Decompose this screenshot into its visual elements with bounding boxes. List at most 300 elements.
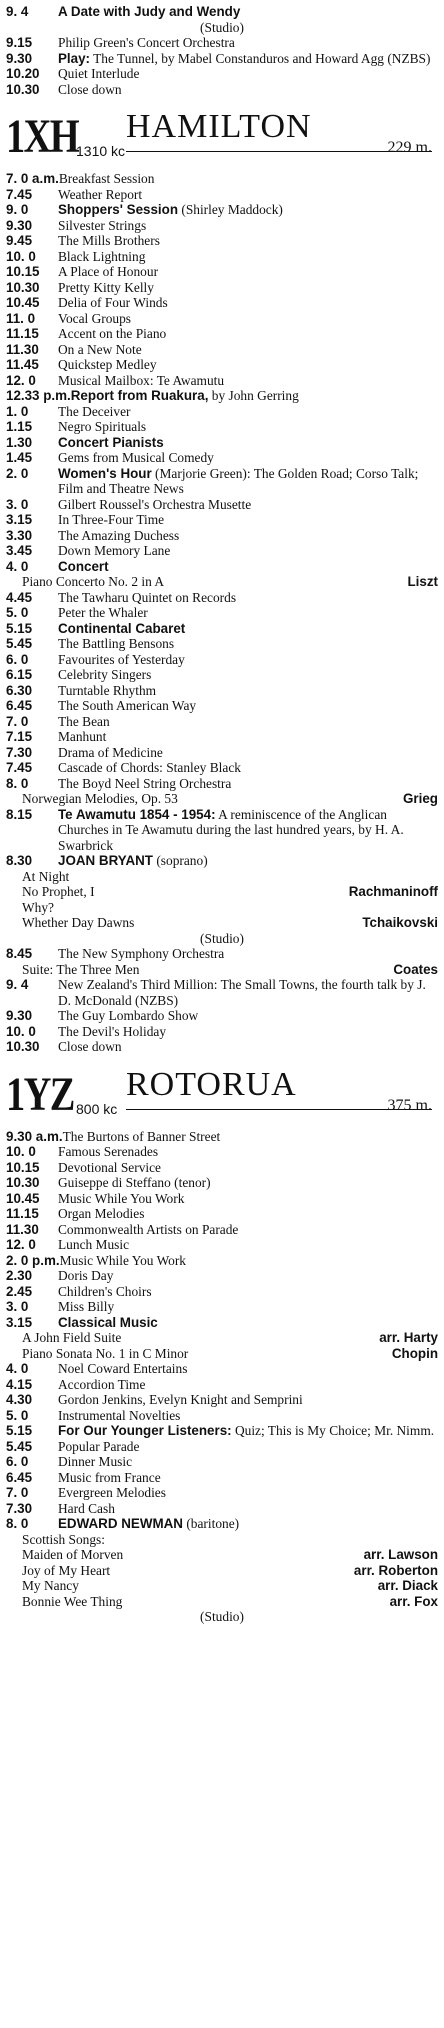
listing-title-text: The Amazing Duchess <box>58 527 180 543</box>
listing-entry <box>6 1175 438 1191</box>
listing-entry <box>6 621 438 637</box>
listing-title <box>58 1206 438 1222</box>
listing-title <box>58 404 438 420</box>
listing-title <box>58 35 438 51</box>
listing-time: 8. 0 <box>6 775 29 791</box>
listing-title-text: The Mills Brothers <box>58 233 160 248</box>
listing-time: 9. 0 <box>6 202 29 217</box>
listing-sub-title: Maiden of Morven <box>22 1547 124 1562</box>
listing-entry <box>6 590 438 606</box>
listing-sub-title: Whether Day Dawns <box>22 915 135 930</box>
station-frequency: 1310 kc <box>76 143 126 159</box>
listing-title-text: A Place of Honour <box>58 264 159 279</box>
listing-title <box>58 450 438 466</box>
listing-time: 7.45 <box>6 760 33 775</box>
listing-title-text: Devotional Service <box>58 1159 161 1175</box>
listing-title-text: Popular Parade <box>58 1438 140 1454</box>
listing-title-text: Close down <box>58 1039 122 1054</box>
listing-title <box>58 249 438 265</box>
listing-entry <box>6 1423 438 1439</box>
listing-time: 7. 0 <box>6 1485 29 1500</box>
listing-time: 10.45 <box>6 1190 40 1206</box>
listing-time: 3. 0 <box>6 496 29 512</box>
listing-title-text: Drama of Medicine <box>58 744 163 760</box>
listing-time: 1.30 <box>6 434 33 450</box>
listing-title <box>58 528 438 544</box>
listing-title <box>58 1222 438 1238</box>
listing-title <box>58 1160 438 1176</box>
listing-title-text: Silvester Strings <box>58 217 147 233</box>
listing-title <box>58 1024 438 1040</box>
listing-entry <box>6 714 438 730</box>
listing-entry <box>6 1408 438 1424</box>
listing-time: 11.30 <box>6 341 39 357</box>
station-rule <box>126 1109 432 1110</box>
listing-sub-item <box>6 574 438 590</box>
listing-entry <box>6 652 438 668</box>
listing-title-text: Pretty Kitty Kelly <box>58 279 154 295</box>
listing-title-text: (baritone) <box>182 1516 240 1531</box>
listing-entry <box>6 66 438 82</box>
listing-title-bold: Women's Hour <box>58 465 152 481</box>
listing-entry <box>6 807 438 854</box>
listing-sub-item <box>6 791 438 807</box>
listing-title-text: The Tunnel, by Mabel Constanduros and Howard Agg (NZBS) <box>90 50 431 66</box>
listing-time: 4. 0 <box>6 558 29 574</box>
listing-title-text: New Zealand's Third Million: The Small Towns, the fourth talk by J. D. McDonald (NZBS) <box>58 977 426 1008</box>
listing-title <box>58 1377 438 1393</box>
listing-entry <box>6 419 438 435</box>
listing-entry <box>6 357 438 373</box>
listing-entry <box>6 745 438 761</box>
listing-title-text: Noel Coward Entertains <box>58 1361 188 1376</box>
listing-title <box>59 171 438 187</box>
listing-sub-item <box>6 1563 438 1579</box>
listing-title <box>58 1408 438 1424</box>
listing-title-text: Doris Day <box>58 1268 114 1283</box>
listing-title-bold: EDWARD NEWMAN <box>58 1516 183 1531</box>
listing-title <box>58 218 438 234</box>
listing-entry <box>6 1439 438 1455</box>
listing-title-bold: Play: <box>58 50 91 66</box>
listing-title <box>58 466 438 497</box>
listing-title-bold: Continental Cabaret <box>58 620 186 636</box>
listing-time: 9.30 <box>6 50 33 66</box>
listing-entry <box>6 233 438 249</box>
listing-time: 2. 0 <box>6 465 29 481</box>
listing-entry <box>6 683 438 699</box>
listing-title-text: The Bean <box>58 713 110 729</box>
listing-time: 5.15 <box>6 1423 33 1438</box>
listing-time: 10.20 <box>6 66 40 81</box>
listing-entry <box>6 636 438 652</box>
listing-title-text: Children's Choirs <box>58 1283 152 1299</box>
listing-entry <box>6 1315 438 1331</box>
listing-time: 8.15 <box>6 806 33 822</box>
listing-title-text: Quiet Interlude <box>58 66 140 81</box>
listing-title <box>58 233 438 249</box>
listing-entry <box>6 171 438 187</box>
listing-title-text: The New Symphony Orchestra <box>58 946 225 961</box>
listing-title <box>58 82 438 98</box>
listing-entry <box>6 1024 438 1040</box>
station-header-hamilton <box>6 107 438 165</box>
listing-entry <box>6 1206 438 1222</box>
listing-sub-title: Bonnie Wee Thing <box>22 1593 123 1609</box>
listing-title <box>63 1129 438 1145</box>
listing-title-bold: Report from Ruakura, <box>70 388 209 403</box>
listing-title <box>58 745 438 761</box>
listing-title <box>58 590 438 606</box>
listing-title-text: The Battling Bensons <box>58 636 175 651</box>
listing-title-text: (soprano) <box>153 853 208 868</box>
listing-title-text: Philip Green's Concert Orchestra <box>58 35 235 50</box>
station-rule <box>126 151 432 152</box>
station-call-sign: 1XH <box>6 110 78 163</box>
listing-entry <box>6 1008 438 1024</box>
listing-title <box>58 311 438 327</box>
listing-time: 10.15 <box>6 264 40 279</box>
listing-time: 5. 0 <box>6 605 29 620</box>
listing-title-text: Celebrity Singers <box>58 667 152 682</box>
listing-time: 3.15 <box>6 1314 33 1330</box>
listing-time: 10.45 <box>6 295 40 310</box>
listing-title <box>58 1516 438 1532</box>
listing-title-text: Turntable Rhythm <box>58 682 157 698</box>
station-call-sign: 1YZ <box>6 1067 74 1121</box>
listing-entry <box>6 466 438 497</box>
listing-time: 10. 0 <box>6 1144 36 1159</box>
listing-title-text: Close down <box>58 81 122 97</box>
listing-title-bold: Shoppers' Session <box>58 202 179 217</box>
listing-title <box>58 187 438 203</box>
listing-sub-item <box>6 900 438 916</box>
listing-entry <box>6 559 438 575</box>
listing-title-text: Gilbert Roussel's Orchestra Musette <box>58 496 252 512</box>
listing-title <box>58 1008 438 1024</box>
listing-title <box>58 853 438 869</box>
listing-time: 5.45 <box>6 636 33 651</box>
listing-title-text: Quiz; This is My Choice; Mr. Nimm. <box>231 1423 435 1438</box>
listing-entry <box>6 388 438 404</box>
listing-time: 10.30 <box>6 1175 40 1190</box>
listing-entry <box>6 698 438 714</box>
listing-time: 9.45 <box>6 233 33 248</box>
listing-title-text: Down Memory Lane <box>58 543 171 558</box>
listing-sub-composer: Tchaikovski <box>362 915 438 930</box>
listing-sub-item <box>6 869 438 885</box>
listing-entry <box>6 264 438 280</box>
listing-sub-item <box>6 1330 438 1346</box>
listing-time: 9. 4 <box>6 4 29 19</box>
listing-entry <box>6 729 438 745</box>
listing-time: 10. 0 <box>6 248 36 264</box>
listing-title-text: Favourites of Yesterday <box>58 651 185 667</box>
listing-time: 8. 0 <box>6 1516 29 1531</box>
listing-time: 11.15 <box>6 326 39 341</box>
listing-title <box>58 1439 438 1455</box>
listing-title <box>58 1175 438 1191</box>
listing-title <box>58 1501 438 1517</box>
listing-time: 2.30 <box>6 1268 33 1283</box>
listing-time: 4.15 <box>6 1376 33 1392</box>
listing-entry <box>6 1501 438 1517</box>
listing-sub-composer: Coates <box>393 961 438 977</box>
listing-time: 11.30 <box>6 1221 39 1237</box>
listing-time: 3. 0 <box>6 1299 29 1314</box>
listing-title-text: Negro Spirituals <box>58 419 147 434</box>
listing-time: 9.15 <box>6 35 33 50</box>
listing-title-bold: A Date with Judy and Wendy <box>58 4 241 19</box>
listing-time: 1.45 <box>6 450 33 465</box>
listing-title <box>58 1039 438 1055</box>
listing-time: 11.45 <box>6 357 39 372</box>
listing-time: 12. 0 <box>6 372 36 388</box>
listing-time: 11. 0 <box>6 310 36 326</box>
listing-title <box>71 388 438 404</box>
listing-title <box>58 512 438 528</box>
station-frequency: 800 kc <box>76 1100 118 1117</box>
listing-entry <box>6 1516 438 1532</box>
listing-entry <box>6 1284 438 1300</box>
listing-time: 12.33 p.m. <box>6 388 71 403</box>
listing-title <box>58 605 438 621</box>
listing-entry <box>6 1191 438 1207</box>
listing-time: 6. 0 <box>6 1454 29 1469</box>
listing-title <box>58 1237 438 1253</box>
station-wavelength: 229 m. <box>387 139 432 156</box>
listing-time: 10. 0 <box>6 1023 36 1039</box>
listing-title <box>58 202 438 218</box>
listing-time: 4. 0 <box>6 1361 29 1376</box>
listing-title-text: Accordion Time <box>58 1376 146 1392</box>
listing-entry <box>6 1470 438 1486</box>
listing-block-top <box>6 4 438 97</box>
listing-entry <box>6 326 438 342</box>
listing-title <box>58 698 438 714</box>
listing-sub-title: Piano Sonata No. 1 in C Minor <box>22 1345 189 1361</box>
listing-sub-title: My Nancy <box>22 1578 79 1593</box>
listing-title-text: A reminiscence of the Anglican Churches in Te Awamutu during the last hundred years, by H. A. Swarbrick <box>58 806 404 853</box>
listing-title-text: by John Gerring <box>208 388 299 403</box>
listing-title-text: Gems from Musical Comedy <box>58 450 214 465</box>
listing-time: 9.30 <box>6 1008 33 1023</box>
listing-title <box>58 1315 438 1331</box>
listing-time: 4.45 <box>6 589 33 605</box>
listing-title <box>58 342 438 358</box>
listing-entry <box>6 373 438 389</box>
listing-time: 9.30 <box>6 217 33 233</box>
listing-title-text: Guiseppe di Steffano (tenor) <box>58 1175 211 1190</box>
listing-title-text: On a New Note <box>58 341 142 357</box>
listing-title-bold: JOAN BRYANT <box>58 853 153 868</box>
listing-entry <box>6 82 438 98</box>
listing-sub-title: Joy of My Heart <box>22 1562 111 1578</box>
listing-title-text: Gordon Jenkins, Evelyn Knight and Semprini <box>58 1392 303 1407</box>
listing-sub-item <box>6 1578 438 1594</box>
listing-time: 12. 0 <box>6 1237 36 1252</box>
listing-entry <box>6 605 438 621</box>
listing-title-bold: Te Awamutu 1854 - 1954: <box>58 806 216 822</box>
listing-title-bold: Concert <box>58 558 109 574</box>
listing-time: 6.30 <box>6 682 33 698</box>
listing-sub-title: Why? <box>22 899 54 915</box>
listing-title <box>58 1191 438 1207</box>
listing-entry <box>6 1222 438 1238</box>
listing-note: (Studio) <box>200 1609 244 1624</box>
listing-title <box>58 1361 438 1377</box>
listing-title <box>58 636 438 652</box>
listing-title <box>58 295 438 311</box>
listing-title-text: Musical Mailbox: Te Awamutu <box>58 372 225 388</box>
listing-sub-item <box>6 1594 438 1610</box>
listing-title-text: The Guy Lombardo Show <box>58 1008 199 1023</box>
listing-time: 6. 0 <box>6 651 29 667</box>
listing-title-text: Quickstep Medley <box>58 357 157 372</box>
listing-sub-composer: arr. Roberton <box>353 1562 438 1578</box>
listing-sub-composer: arr. Diack <box>377 1578 438 1593</box>
listing-title-text: Organ Melodies <box>58 1206 145 1221</box>
listing-sub-composer: arr. Lawson <box>363 1547 438 1562</box>
listing-time: 7.45 <box>6 186 33 202</box>
listing-title-text: The Tawharu Quintet on Records <box>58 589 237 605</box>
listing-time: 8.30 <box>6 853 33 868</box>
listing-sub-title: No Prophet, I <box>22 884 95 899</box>
listing-title-text: The Devil's Holiday <box>58 1023 167 1039</box>
listing-entry <box>6 1377 438 1393</box>
listing-title-text: Weather Report <box>58 186 143 202</box>
listing-title <box>58 559 438 575</box>
listing-note: (Studio) <box>200 930 244 946</box>
listing-entry <box>6 497 438 513</box>
listing-entry <box>6 187 438 203</box>
listing-entry <box>6 218 438 234</box>
listing-title <box>58 1454 438 1470</box>
station-city: ROTORUA <box>126 1065 297 1103</box>
listing-title-text: Commonwealth Artists on Parade <box>58 1221 239 1237</box>
listing-entry <box>6 1039 438 1055</box>
station-city: HAMILTON <box>126 108 312 145</box>
listing-title <box>58 807 438 854</box>
listing-time: 10.30 <box>6 81 40 97</box>
listing-sub-item <box>6 884 438 900</box>
listing-title-text: Music While You Work <box>58 1190 185 1206</box>
listing-title <box>58 357 438 373</box>
listing-title-text: Hard Cash <box>58 1500 115 1516</box>
listing-title-text: The Boyd Neel String Orchestra <box>58 775 232 791</box>
listing-entry <box>6 1160 438 1176</box>
listing-title-text: Dinner Music <box>58 1454 133 1469</box>
listing-time: 9. 4 <box>6 977 29 992</box>
listing-title-text: Cascade of Chords: Stanley Black <box>58 760 241 775</box>
listing-title-text: Black Lightning <box>58 248 146 264</box>
listing-title-text: The Deceiver <box>58 403 131 419</box>
listing-sub-title: Scottish Songs: <box>22 1531 105 1547</box>
listing-entry <box>6 51 438 67</box>
listing-title <box>58 66 438 82</box>
listing-entry <box>6 1144 438 1160</box>
listing-title-text: (Marjorie Green): The Golden Road; Corso Talk; Film and Theatre News <box>58 465 419 496</box>
listing-title-text: Vocal Groups <box>58 310 132 326</box>
listing-title-text: Lunch Music <box>58 1237 130 1252</box>
listing-title-text: Delia of Four Winds <box>58 295 168 310</box>
listing-time: 9.30 a.m. <box>6 1128 63 1144</box>
listing-title <box>58 977 438 1008</box>
listing-title <box>58 1423 438 1439</box>
listing-time: 7. 0 <box>6 713 29 729</box>
listing-title <box>58 652 438 668</box>
listing-time: 7.30 <box>6 744 33 760</box>
listing-time: 1.15 <box>6 419 33 434</box>
listing-title <box>58 497 438 513</box>
listing-sub-item <box>6 1547 438 1563</box>
listing-title <box>58 729 438 745</box>
listing-title <box>60 1253 438 1269</box>
listing-sub-item <box>6 915 438 931</box>
listing-time: 1. 0 <box>6 403 29 419</box>
listing-entry <box>6 853 438 869</box>
listing-entry <box>6 295 438 311</box>
listing-title <box>58 714 438 730</box>
listing-title-text: Music from France <box>58 1469 161 1485</box>
listing-entry <box>6 342 438 358</box>
listing-entry <box>6 1392 438 1408</box>
listing-time: 2.45 <box>6 1283 33 1299</box>
listing-sub-item <box>6 962 438 978</box>
listing-entry <box>6 1253 438 1269</box>
listing-time: 3.30 <box>6 527 33 543</box>
listing-sub-composer: Chopin <box>391 1345 438 1361</box>
listing-title <box>58 1485 438 1501</box>
listing-title-text: (Shirley Maddock) <box>178 202 283 217</box>
listing-sub-title: Norwegian Melodies, Op. 53 <box>22 791 178 806</box>
listing-sub-title: Suite: The Three Men <box>22 961 140 977</box>
listing-sub-item <box>6 1346 438 1362</box>
listing-entry <box>6 1129 438 1145</box>
listing-title <box>58 419 438 435</box>
listing-title <box>58 776 438 792</box>
listing-sub-title: At Night <box>22 868 70 884</box>
listing-title <box>58 280 438 296</box>
listing-block-rotorua <box>6 1129 438 1625</box>
listing-note: (Studio) <box>200 19 244 35</box>
listing-entry <box>6 1454 438 1470</box>
station-header-rotorua <box>6 1065 438 1123</box>
listing-time: 7.15 <box>6 729 33 744</box>
listing-entry <box>6 450 438 466</box>
listing-sub-composer: Grieg <box>403 791 438 806</box>
listing-title-text: The South American Way <box>58 698 197 713</box>
listing-title <box>58 1268 438 1284</box>
listing-time: 7.30 <box>6 1500 33 1516</box>
listing-entry <box>6 1361 438 1377</box>
listing-time: 8.45 <box>6 946 33 961</box>
listing-time: 5.45 <box>6 1438 33 1454</box>
listing-title-text: Miss Billy <box>58 1299 115 1314</box>
listing-time: 3.15 <box>6 512 33 527</box>
listing-entry <box>6 1299 438 1315</box>
listing-entry <box>6 1237 438 1253</box>
listing-time: 6.45 <box>6 698 33 713</box>
listing-sub-composer: Liszt <box>407 574 438 589</box>
listing-title <box>58 683 438 699</box>
listing-entry <box>6 1485 438 1501</box>
listing-block-hamilton <box>6 171 438 1055</box>
listing-time: 5. 0 <box>6 1407 29 1423</box>
listing-title-bold: Concert Pianists <box>58 434 164 450</box>
listing-entry <box>6 528 438 544</box>
listing-time: 4.30 <box>6 1392 33 1407</box>
